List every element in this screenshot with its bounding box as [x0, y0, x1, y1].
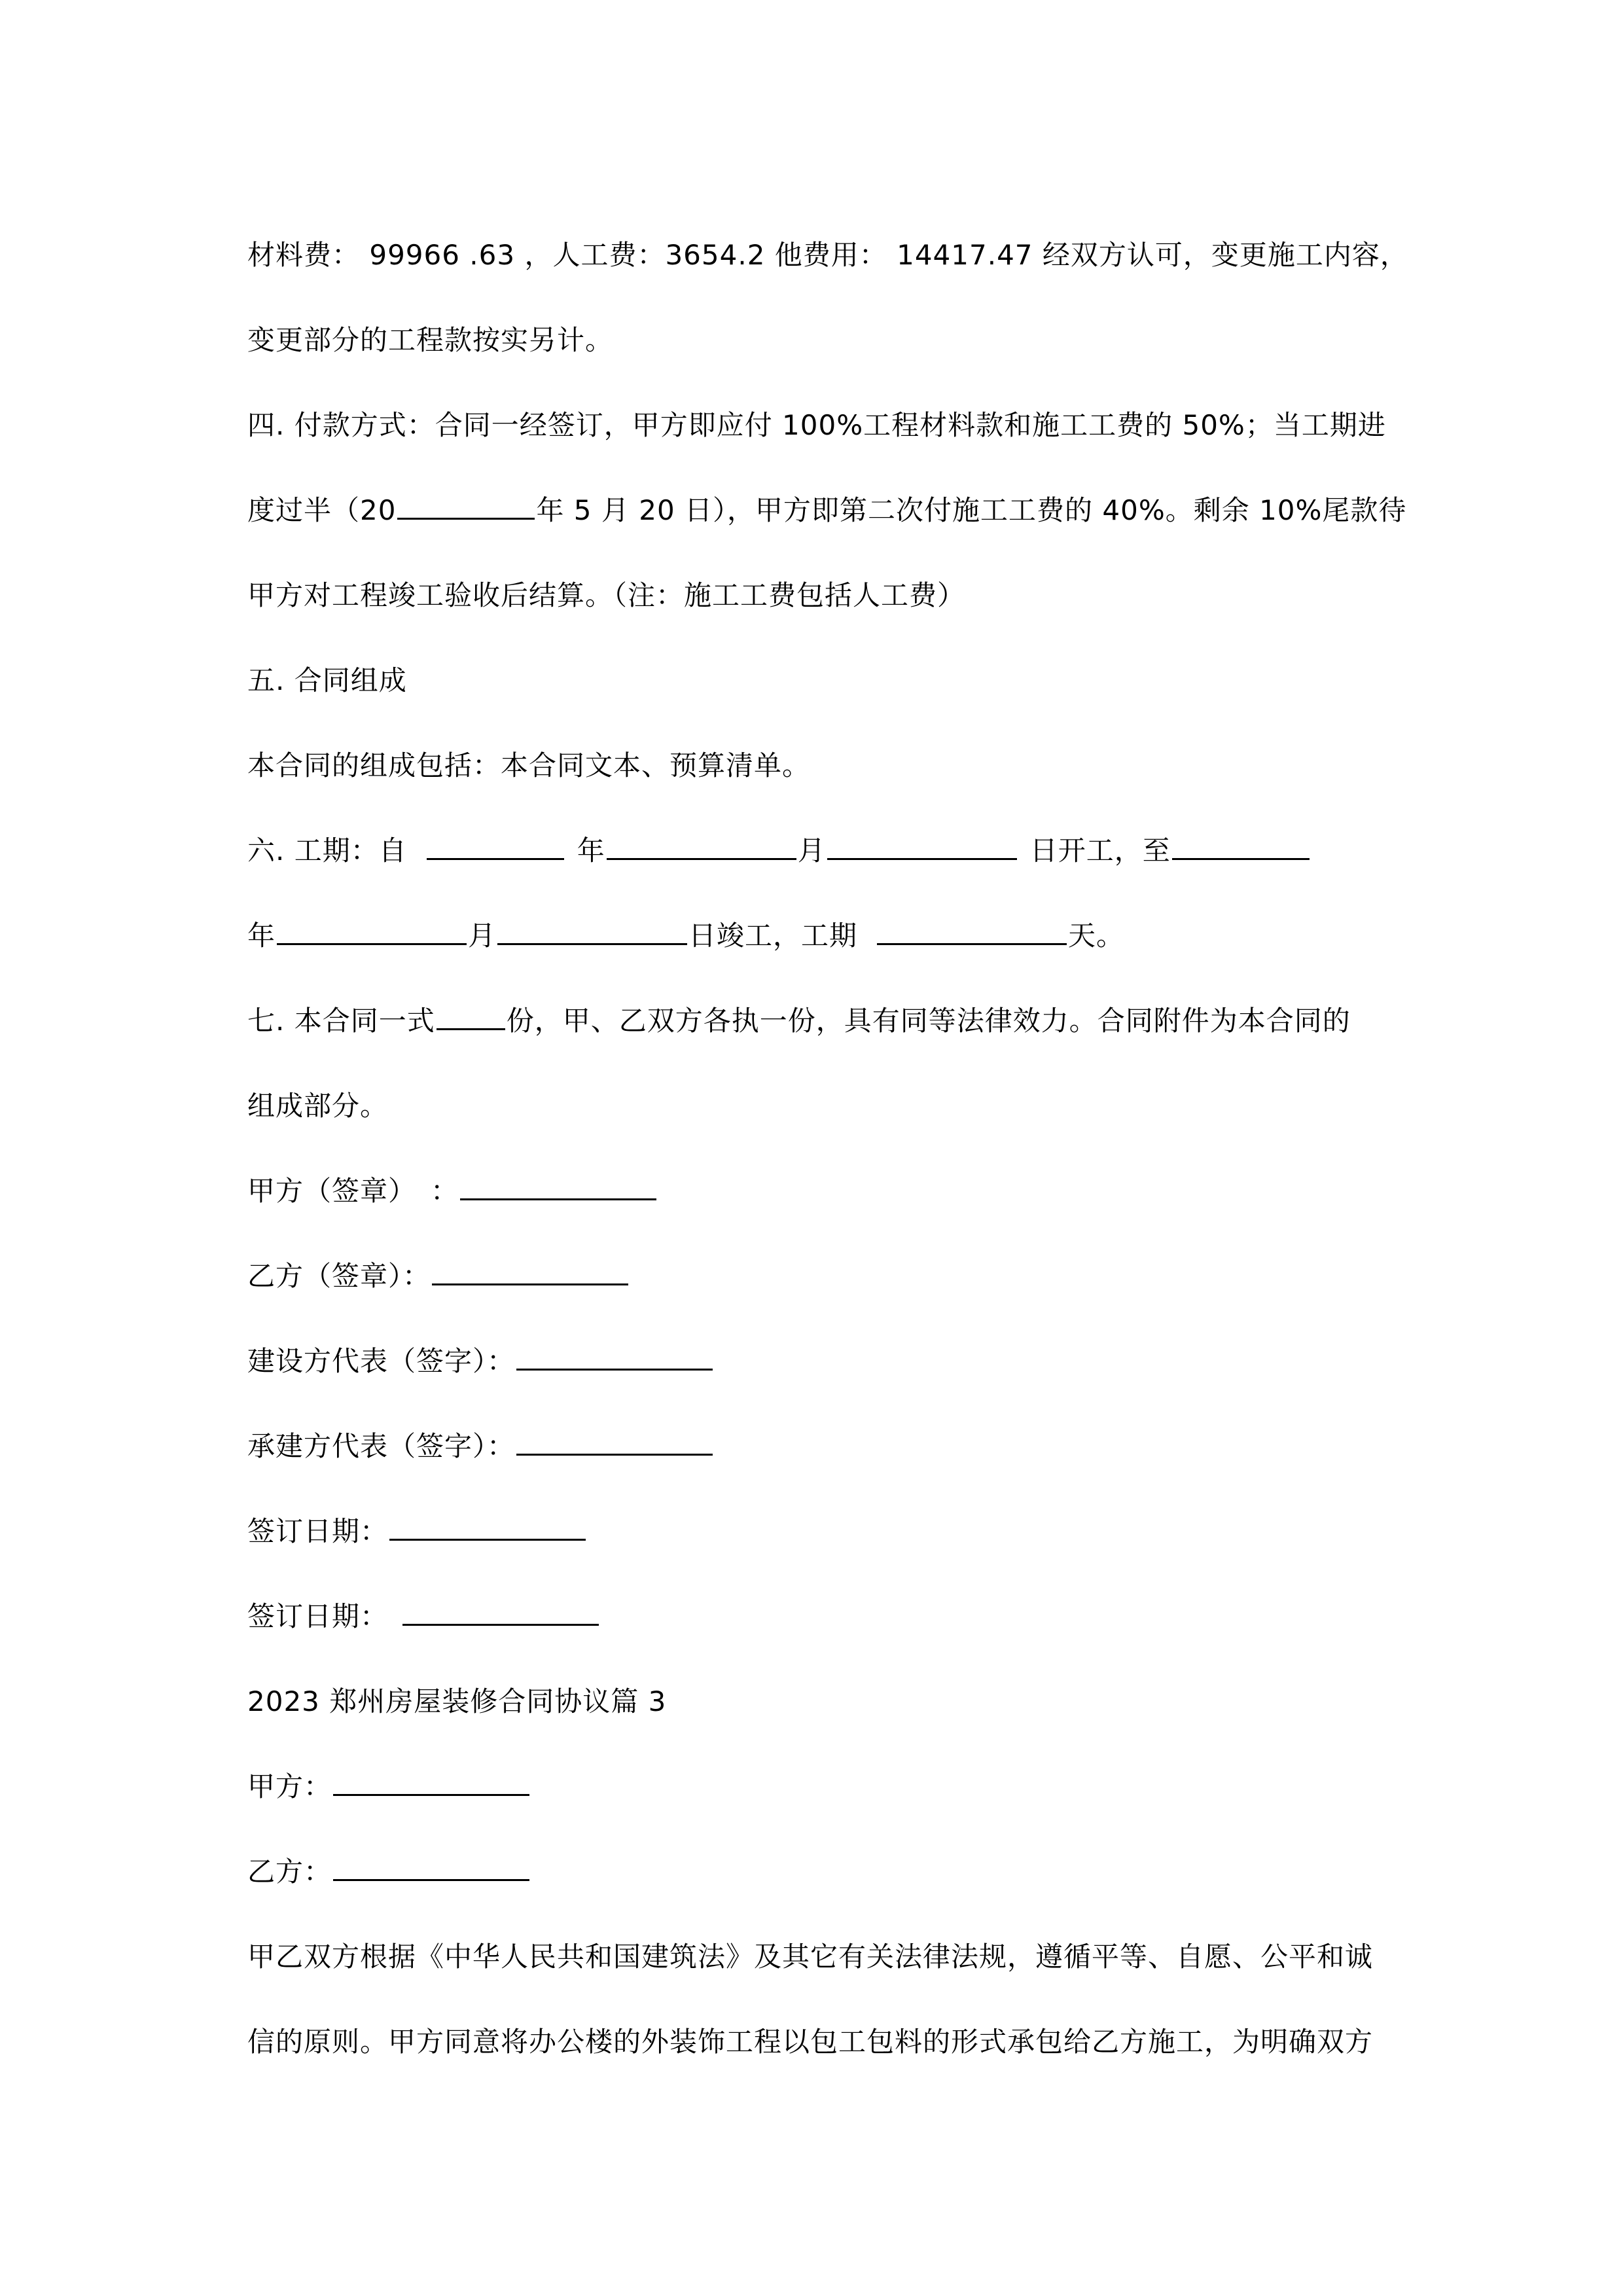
party-a-signature-blank[interactable] [460, 1172, 656, 1200]
sign-date-2-label: 签订日期： [247, 1600, 389, 1632]
section-3-title: 2023 郑州房屋装修合同协议篇 3 [247, 1685, 667, 1717]
contract-composition-line: 本合同的组成包括：本合同文本、预算清单。 [247, 749, 811, 781]
section-3-party-a-label: 甲方： [247, 1770, 332, 1803]
year-label: 年 [577, 834, 605, 867]
start-year-blank[interactable] [427, 832, 564, 860]
cost-note-line: 变更部分的工程款按实另计。 [247, 324, 614, 356]
section-3-party-b [247, 1852, 531, 1892]
start-work-label: 日开工，至 [1029, 834, 1171, 867]
month-label: 月 [468, 920, 497, 952]
duration-label: 六. 工期：自 [247, 834, 407, 867]
payment-terms-line-3: 甲方对工程竣工验收后结算。（注：施工工费包括人工费） [247, 579, 966, 611]
section-3-party-b-blank[interactable] [333, 1853, 529, 1881]
party-b-signature [247, 1257, 630, 1296]
section-five-heading: 五. 合同组成 [247, 664, 407, 696]
month-label: 月 [797, 834, 826, 867]
end-year-blank[interactable] [1172, 832, 1310, 860]
copies-line-1 [247, 1001, 1351, 1041]
end-month-blank[interactable] [277, 917, 467, 945]
year-blank[interactable] [397, 492, 535, 520]
sign-date-1-blank[interactable] [389, 1513, 586, 1541]
sign-date-2 [247, 1597, 600, 1636]
cost-line: 材料费： 99966 .63 ，人工费：3654.2 他费用： 14417.47 经双方认可，变更施工内容， [247, 239, 1408, 271]
sign-date-1-label: 签订日期： [247, 1515, 389, 1547]
party-a-signature [247, 1172, 658, 1211]
section-3-paragraph-line-2: 信的原则。甲方同意将办公楼的外装饰工程以包工包料的形式承包给乙方施工，为明确双方 [247, 2026, 1374, 2058]
days-label: 天。 [1068, 920, 1125, 952]
copies-blank[interactable] [437, 1002, 505, 1030]
contractor-rep-blank[interactable] [516, 1427, 713, 1456]
party-a-signature-label: 甲方（签章） ： [247, 1175, 459, 1207]
end-day-blank[interactable] [497, 917, 687, 945]
sign-date-2-blank[interactable] [402, 1598, 599, 1626]
section-3-paragraph-line-1: 甲乙双方根据《中华人民共和国建筑法》及其它有关法律法规，遵循平等、自愿、公平和诚 [247, 1941, 1374, 1973]
builder-rep-label: 建设方代表（签字）： [247, 1345, 516, 1377]
sign-date-1 [247, 1512, 587, 1551]
contractor-rep-label: 承建方代表（签字）： [247, 1430, 516, 1462]
section-3-party-a-blank[interactable] [333, 1768, 529, 1796]
copies-text: 份，甲、乙双方各执一份，具有同等法律效力。合同附件为本合同的 [506, 1005, 1351, 1037]
payment-terms-line-1: 四. 付款方式：合同一经签订，甲方即应付 100%工程材料款和施工工费的 50%；当工期进 [247, 409, 1386, 441]
copies-line-2: 组成部分。 [247, 1090, 389, 1122]
payment-text-a: 度过半（20 [247, 494, 397, 526]
party-b-signature-label: 乙方（签章）： [247, 1260, 431, 1292]
contractor-rep-signature [247, 1427, 714, 1466]
payment-terms-line-2 [247, 491, 1406, 530]
copies-label: 七. 本合同一式 [247, 1005, 435, 1037]
year-label: 年 [247, 920, 276, 952]
completion-label: 日竣工，工期 [688, 920, 858, 952]
party-b-signature-blank[interactable] [432, 1257, 628, 1285]
start-month-blank[interactable] [607, 832, 796, 860]
builder-rep-blank[interactable] [516, 1342, 713, 1371]
section-3-party-a [247, 1767, 531, 1806]
section-3-party-b-label: 乙方： [247, 1856, 332, 1888]
start-day-blank[interactable] [827, 832, 1017, 860]
duration-days-blank[interactable] [877, 917, 1067, 945]
duration-line-2 [247, 916, 1124, 956]
duration-line-1 [247, 831, 1311, 870]
payment-text-b: 年 5 月 20 日），甲方即第二次付施工工费的 40%。剩余 10%尾款待 [536, 494, 1407, 526]
builder-rep-signature [247, 1342, 714, 1381]
